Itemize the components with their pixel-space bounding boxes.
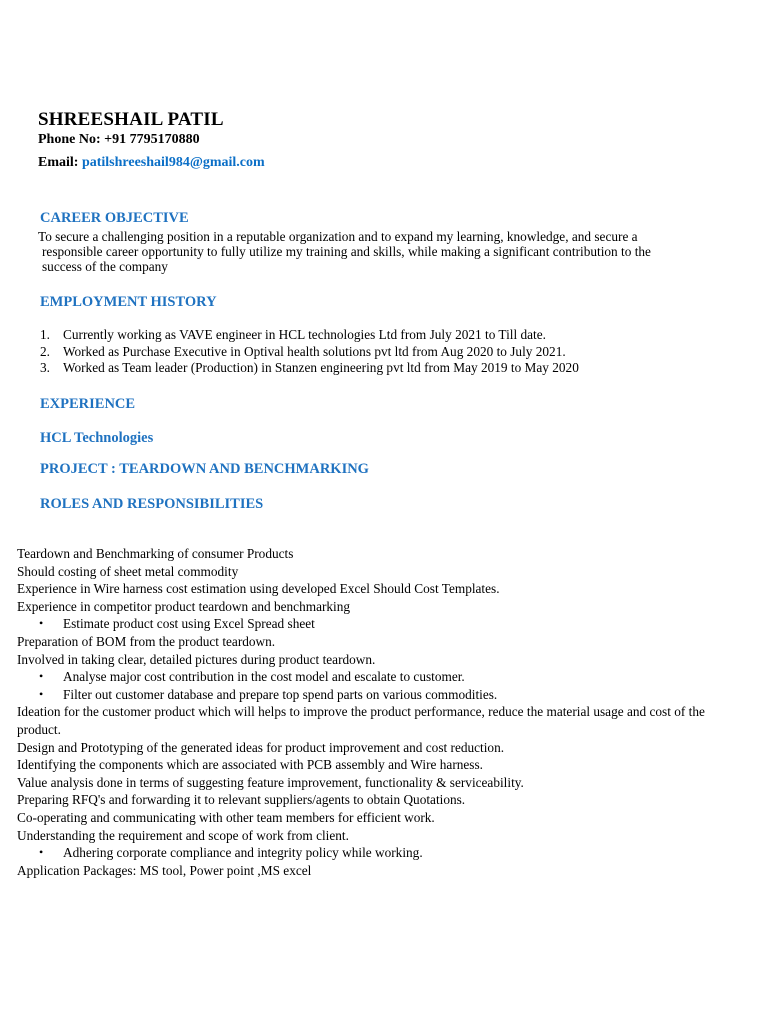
responsibility-item: Teardown and Benchmarking of consumer Products (17, 546, 294, 561)
phone-label: Phone No: (38, 132, 105, 147)
phone-number: +91 7795170880 (104, 132, 200, 147)
responsibility-item: Understanding the requirement and scope of work from client. (17, 827, 349, 843)
responsibility-item: Experience in competitor product teardown and benchmarking (17, 598, 351, 614)
employment-item-number: 2. (40, 343, 50, 359)
responsibility-item: Ideation for the customer product which will helps to improve the product performance, reduce the material usage and cost of the product. (17, 704, 705, 737)
responsibility-bullet-text: Adhering corporate compliance and integrity policy while working. (63, 845, 423, 861)
responsibilities-list (17, 545, 747, 879)
email-line (38, 155, 265, 171)
email-link[interactable]: patilshreeshail984@gmail.com (81, 155, 265, 170)
objective-line: responsible career opportunity to fully utilize my training and skills, while making a significant contribution to the (42, 244, 651, 259)
email-label: Email: (38, 155, 82, 170)
responsibility-bullet-item (17, 844, 747, 862)
bullet-icon: • (39, 686, 44, 701)
experience-heading: EXPERIENCE (40, 396, 136, 412)
responsibility-item: Experience in Wire harness cost estimation using developed Excel Should Cost Templates. (17, 581, 500, 597)
project-title: PROJECT : TEARDOWN AND BENCHMARKING (40, 461, 369, 477)
objective-line: success of the company (42, 259, 168, 274)
employment-item-text: Worked as Purchase Executive in Optival health solutions pvt ltd from Aug 2020 to July 2021. (63, 343, 566, 359)
responsibility-bullet-text: Filter out customer database and prepare top spend parts on various commodities. (63, 686, 498, 702)
candidate-name: SHREESHAIL PATIL (38, 109, 224, 130)
employment-item-text: Currently working as VAVE engineer in HCL technologies Ltd from July 2021 to Till date. (63, 327, 546, 342)
phone-line (38, 132, 200, 148)
responsibility-bullet-text: Analyse major cost contribution in the cost model and escalate to customer. (63, 669, 465, 685)
responsibility-item: Involved in taking clear, detailed pictures during product teardown. (17, 651, 376, 667)
employment-history-heading: EMPLOYMENT HISTORY (40, 294, 217, 310)
responsibility-bullet-text: Estimate product cost using Excel Spread sheet (63, 616, 315, 632)
responsibility-bullet-item (17, 615, 747, 633)
bullet-icon: • (39, 616, 44, 631)
responsibility-item: Identifying the components which are associated with PCB assembly and Wire harness. (17, 757, 483, 773)
responsibility-bullet-item (17, 668, 747, 686)
employment-item-number: 3. (40, 360, 50, 376)
responsibility-item: Preparation of BOM from the product teardown. (17, 633, 276, 649)
responsibility-item: Value analysis done in terms of suggesting feature improvement, functionality & serviceability. (17, 774, 524, 790)
objective-line: To secure a challenging position in a reputable organization and to expand my learning, knowledge, and secure a (38, 229, 638, 244)
company-name: HCL Technologies (40, 430, 154, 446)
responsibility-item: Co-operating and communicating with other team members for efficient work. (17, 809, 435, 825)
employment-item-text: Worked as Team leader (Production) in Stanzen engineering pvt ltd from May 2019 to May 2020 (63, 360, 579, 376)
responsibility-item: Preparing RFQ's and forwarding it to relevant suppliers/agents to obtain Quotations. (17, 792, 466, 808)
bullet-icon: • (39, 845, 44, 860)
responsibility-item: Design and Prototyping of the generated ideas for product improvement and cost reduction. (17, 739, 505, 755)
career-objective-heading: CAREER OBJECTIVE (40, 210, 189, 226)
employment-item-number: 1. (40, 327, 50, 342)
roles-heading: ROLES AND RESPONSIBILITIES (40, 496, 264, 512)
bullet-icon: • (39, 669, 44, 684)
responsibility-bullet-item (17, 686, 747, 704)
career-objective-text (38, 229, 728, 274)
responsibility-item: Application Packages: MS tool, Power point ,MS excel (17, 862, 312, 878)
responsibility-item: Should costing of sheet metal commodity (17, 563, 239, 579)
